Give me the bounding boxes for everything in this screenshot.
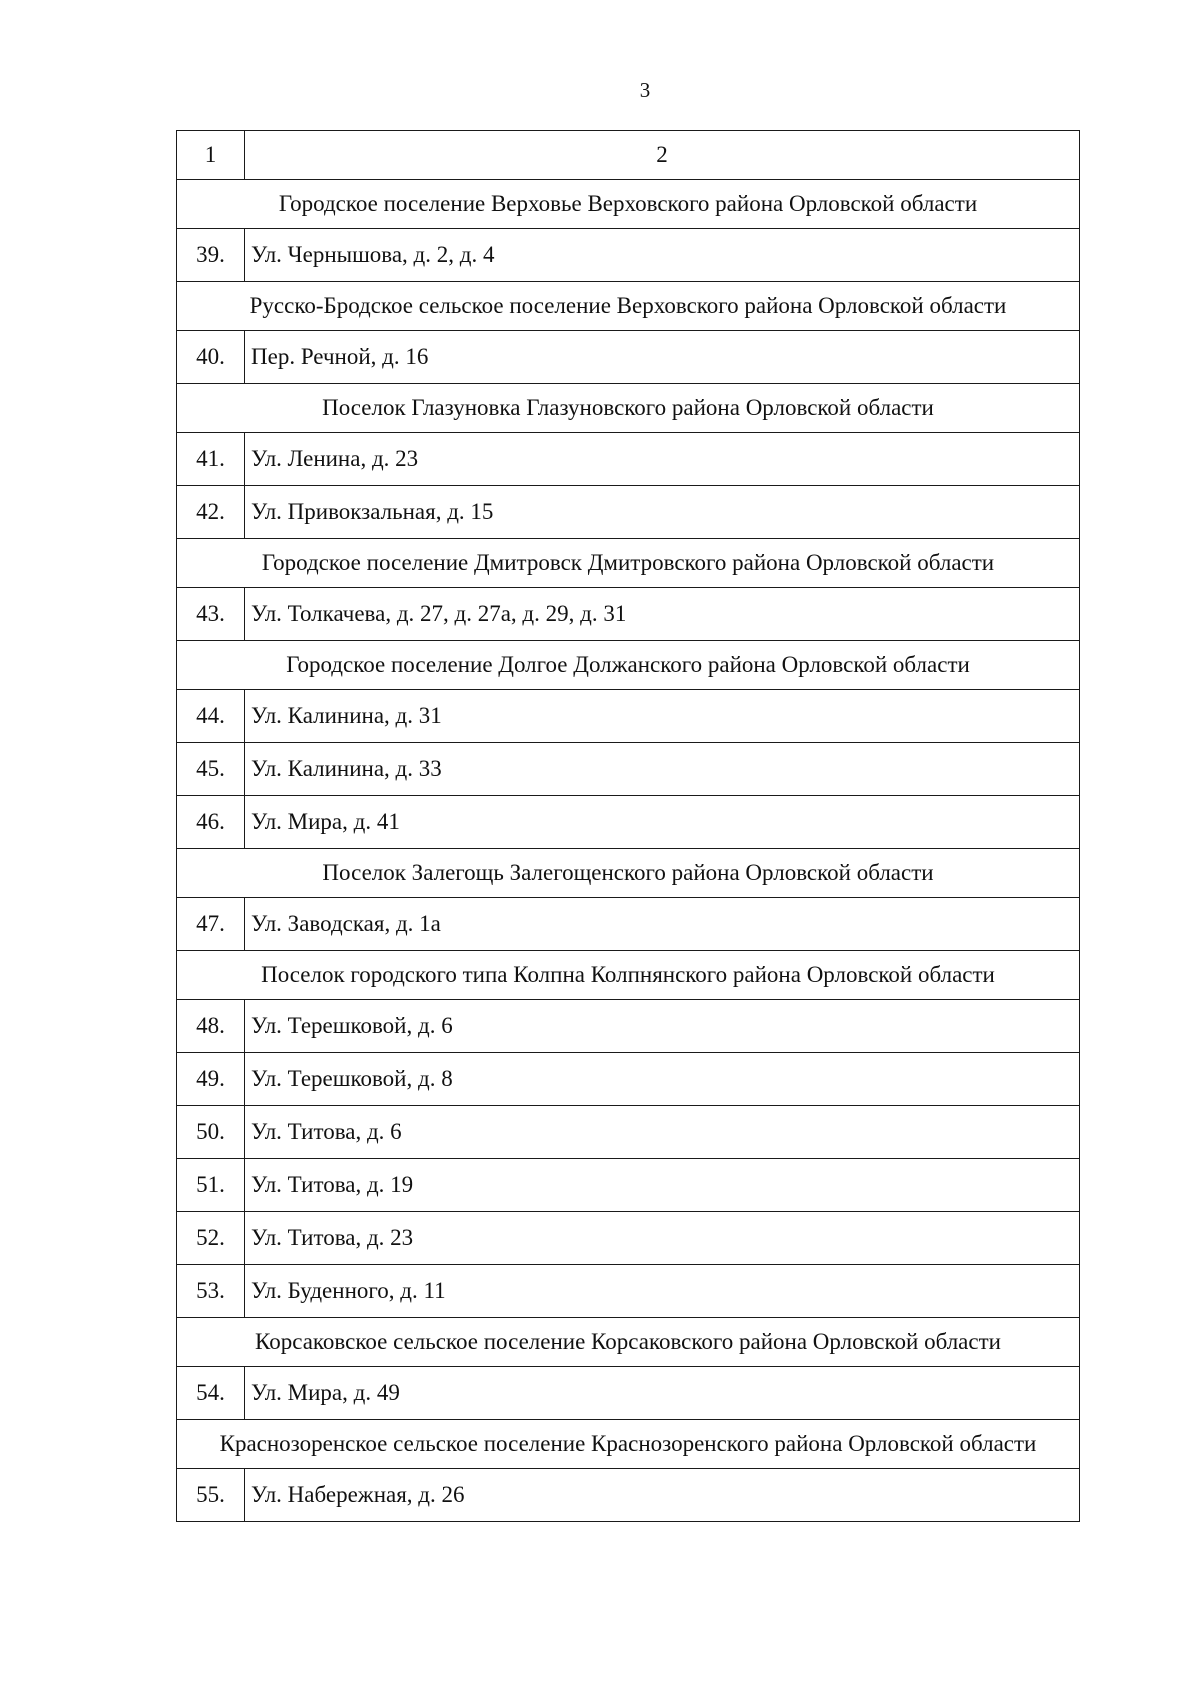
section-title: Городское поселение Долгое Должанского района Орловской области — [177, 641, 1080, 690]
section-row — [177, 1420, 1080, 1469]
table-row — [177, 486, 1080, 539]
section-row — [177, 1318, 1080, 1367]
header-col-number: 1 — [177, 131, 245, 180]
section-row — [177, 849, 1080, 898]
section-title: Городское поселение Дмитровск Дмитровского района Орловской области — [177, 539, 1080, 588]
row-number: 51. — [177, 1159, 245, 1212]
row-number: 49. — [177, 1053, 245, 1106]
table-row — [177, 1053, 1080, 1106]
section-title: Краснозоренское сельское поселение Краснозоренского района Орловской области — [177, 1420, 1080, 1469]
table-row — [177, 1367, 1080, 1420]
row-number: 42. — [177, 486, 245, 539]
row-address: Ул. Калинина, д. 33 — [245, 743, 1080, 796]
row-address: Ул. Заводская, д. 1а — [245, 898, 1080, 951]
table-row — [177, 433, 1080, 486]
row-address: Ул. Мира, д. 41 — [245, 796, 1080, 849]
section-row — [177, 180, 1080, 229]
row-address: Ул. Титова, д. 19 — [245, 1159, 1080, 1212]
section-title: Корсаковское сельское поселение Корсаковского района Орловской области — [177, 1318, 1080, 1367]
table-row — [177, 796, 1080, 849]
table-row — [177, 331, 1080, 384]
row-number: 46. — [177, 796, 245, 849]
section-row — [177, 641, 1080, 690]
table-row — [177, 690, 1080, 743]
row-number: 53. — [177, 1265, 245, 1318]
header-col-address: 2 — [245, 131, 1080, 180]
row-address: Ул. Толкачева, д. 27, д. 27а, д. 29, д. 31 — [245, 588, 1080, 641]
table-header-row — [177, 131, 1080, 180]
row-number: 48. — [177, 1000, 245, 1053]
row-number: 43. — [177, 588, 245, 641]
row-address: Ул. Ленина, д. 23 — [245, 433, 1080, 486]
row-address: Ул. Терешковой, д. 6 — [245, 1000, 1080, 1053]
row-address: Ул. Буденного, д. 11 — [245, 1265, 1080, 1318]
row-address: Пер. Речной, д. 16 — [245, 331, 1080, 384]
row-address: Ул. Мира, д. 49 — [245, 1367, 1080, 1420]
section-title: Поселок городского типа Колпна Колпнянского района Орловской области — [177, 951, 1080, 1000]
section-row — [177, 384, 1080, 433]
row-number: 55. — [177, 1469, 245, 1522]
row-number: 47. — [177, 898, 245, 951]
table-row — [177, 1000, 1080, 1053]
table-row — [177, 588, 1080, 641]
row-address: Ул. Калинина, д. 31 — [245, 690, 1080, 743]
table-row — [177, 1212, 1080, 1265]
addresses-table — [176, 130, 1080, 1522]
section-title: Русско-Бродское сельское поселение Верховского района Орловской области — [177, 282, 1080, 331]
row-number: 45. — [177, 743, 245, 796]
table-row — [177, 1469, 1080, 1522]
row-address: Ул. Набережная, д. 26 — [245, 1469, 1080, 1522]
row-address: Ул. Привокзальная, д. 15 — [245, 486, 1080, 539]
table-body — [177, 131, 1080, 1522]
page-number: 3 — [639, 78, 651, 102]
row-number: 52. — [177, 1212, 245, 1265]
table-row — [177, 229, 1080, 282]
row-number: 41. — [177, 433, 245, 486]
row-number: 40. — [177, 331, 245, 384]
row-number: 54. — [177, 1367, 245, 1420]
section-title: Поселок Залегощь Залегощенского района Орловской области — [177, 849, 1080, 898]
section-title: Поселок Глазуновка Глазуновского района Орловской области — [177, 384, 1080, 433]
section-row — [177, 539, 1080, 588]
section-title: Городское поселение Верховье Верховского района Орловской области — [177, 180, 1080, 229]
row-address: Ул. Терешковой, д. 8 — [245, 1053, 1080, 1106]
section-row — [177, 282, 1080, 331]
table-row — [177, 1159, 1080, 1212]
row-address: Ул. Титова, д. 6 — [245, 1106, 1080, 1159]
row-address: Ул. Чернышова, д. 2, д. 4 — [245, 229, 1080, 282]
section-row — [177, 951, 1080, 1000]
table-row — [177, 1106, 1080, 1159]
row-number: 39. — [177, 229, 245, 282]
row-number: 50. — [177, 1106, 245, 1159]
table-row — [177, 898, 1080, 951]
row-number: 44. — [177, 690, 245, 743]
table-row — [177, 1265, 1080, 1318]
row-address: Ул. Титова, д. 23 — [245, 1212, 1080, 1265]
table-row — [177, 743, 1080, 796]
